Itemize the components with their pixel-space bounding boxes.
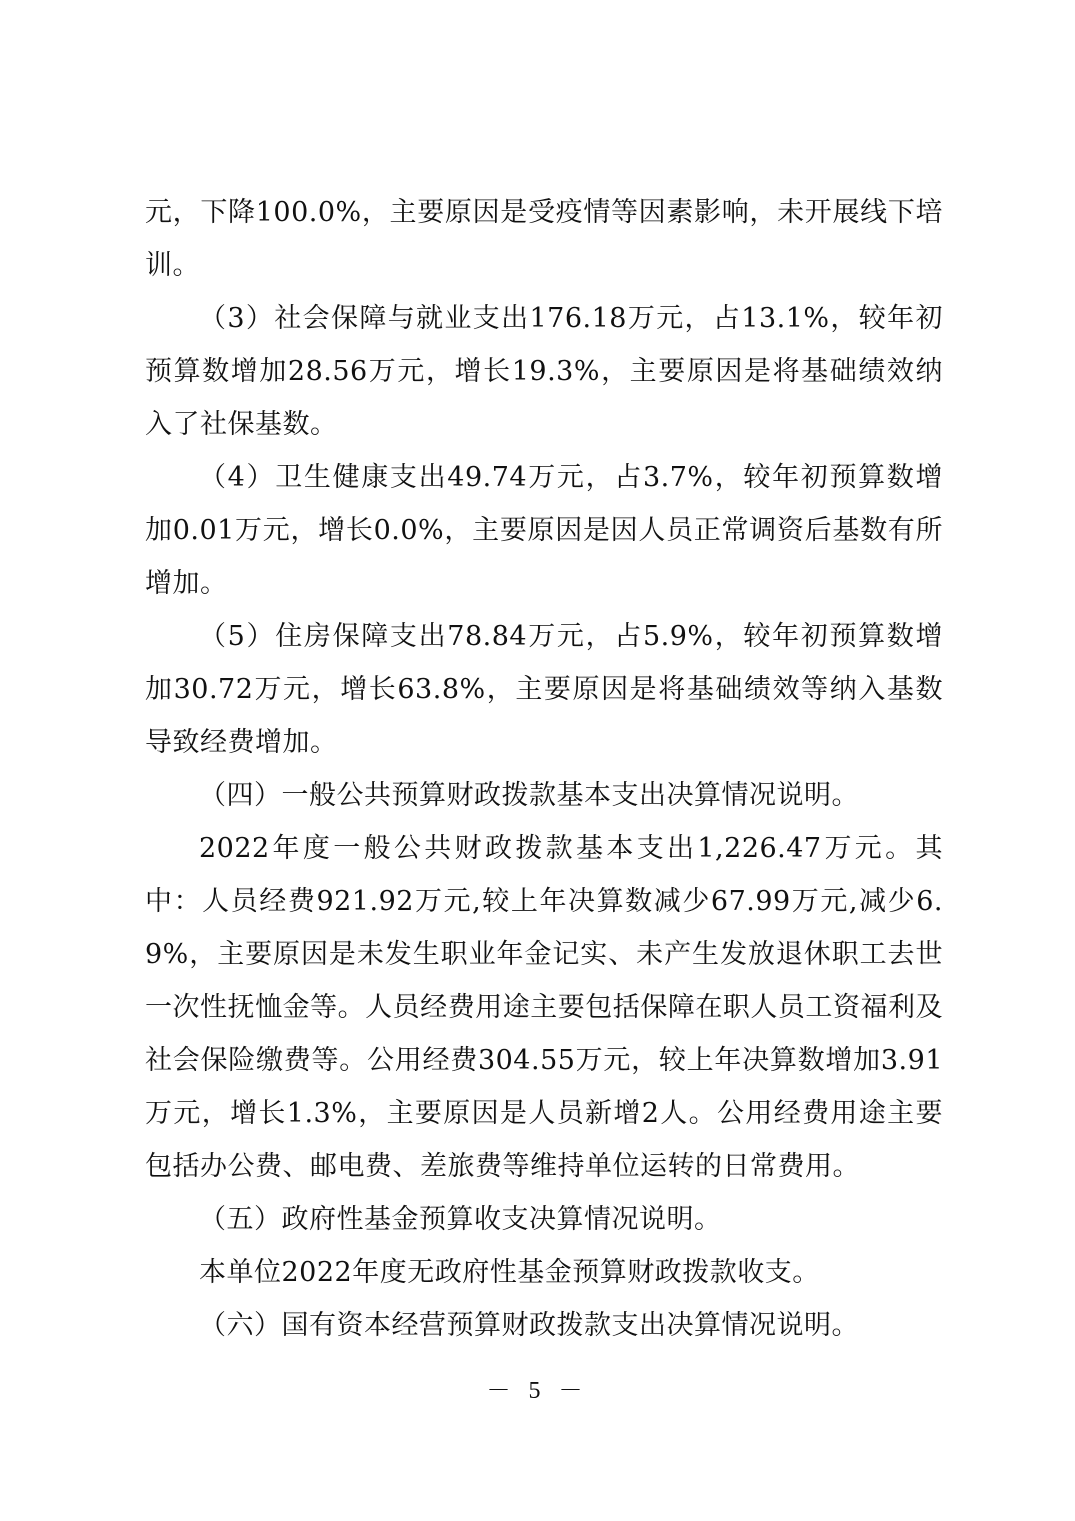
paragraph-no-government-fund: 本单位2022年度无政府性基金预算财政拨款收支。 bbox=[199, 1257, 820, 1288]
section-heading-government-fund: （五）政府性基金预算收支决算情况说明。 bbox=[199, 1204, 722, 1235]
paragraph-health-expenditure: （4）卫生健康支出49.74万元，占3.7%，较年初预算数增加0.01万元，增长0.0%，主要原因是因人员正常调资后基数有所增加。 bbox=[145, 462, 943, 599]
paragraph-basic-expenditure: 2022年度一般公共财政拨款基本支出1,226.47万元。其中：人员经费921.92万元,较上年决算数减少67.99万元,减少6.9%，主要原因是未发生职业年金记实、未产生发放退休职工去世一次性抚恤金等。人员经费用途主要包括保障在职人员工资福利及社会保险缴费等。公用经费304.55万元，较上年决算数增加3.91万元，增长1.3%，主要原因是人员新增2人。公用经费用途主要包括办公费、邮电费、差旅费等维持单位运转的日常费用。 bbox=[145, 833, 943, 1182]
paragraph-housing-expenditure: （5）住房保障支出78.84万元，占5.9%，较年初预算数增加30.72万元，增长63.8%，主要原因是将基础绩效等纳入基数导致经费增加。 bbox=[145, 621, 943, 758]
body-text bbox=[145, 186, 943, 1352]
paragraph-social-security-expenditure: （3）社会保障与就业支出176.18万元，占13.1%，较年初预算数增加28.56万元，增长19.3%，主要原因是将基础绩效纳入了社保基数。 bbox=[145, 303, 943, 440]
page-number: － 5 － bbox=[486, 1378, 589, 1404]
section-heading-basic-expenditure: （四）一般公共预算财政拨款基本支出决算情况说明。 bbox=[199, 780, 859, 811]
section-heading-state-capital: （六）国有资本经营预算财政拨款支出决算情况说明。 bbox=[199, 1310, 859, 1341]
paragraph-continuation: 元，下降100.0%，主要原因是受疫情等因素影响，未开展线下培训。 bbox=[145, 197, 943, 281]
